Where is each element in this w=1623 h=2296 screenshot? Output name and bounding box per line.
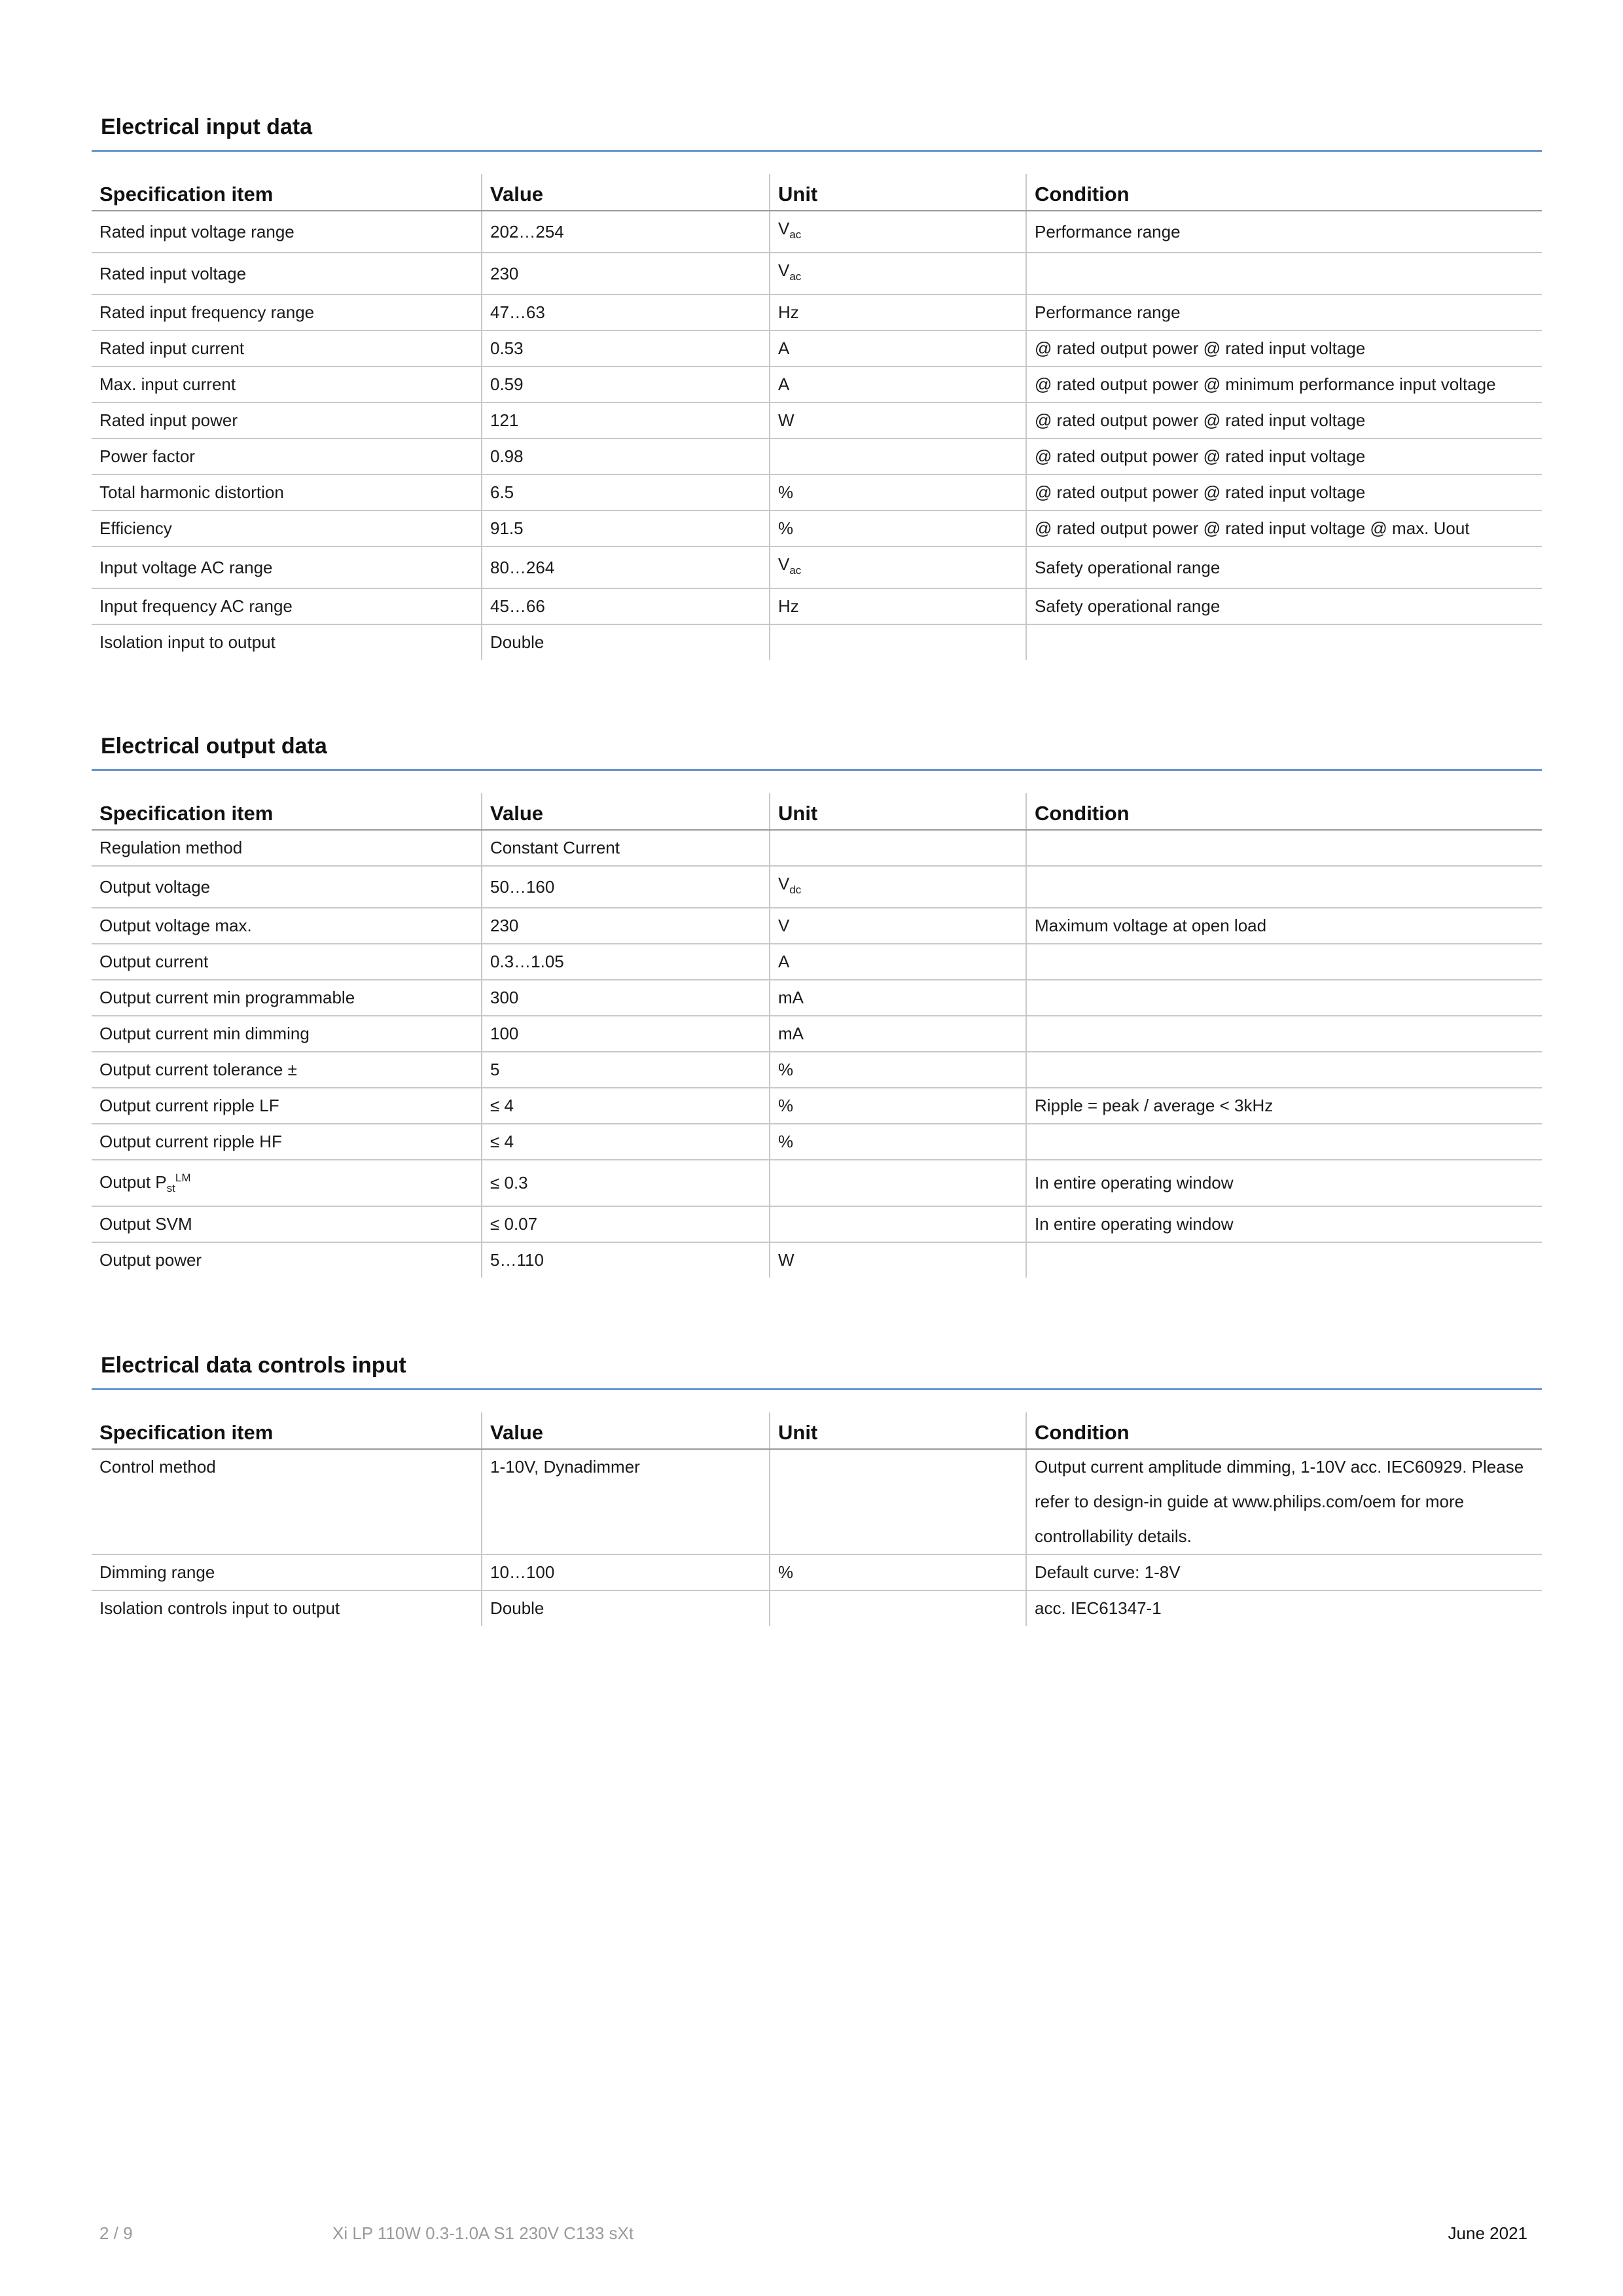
spec-condition: @ rated output power @ rated input voltage xyxy=(1026,331,1542,367)
spec-condition xyxy=(1026,1052,1542,1088)
spec-condition xyxy=(1026,1242,1542,1278)
spec-condition xyxy=(1026,944,1542,980)
spec-item-cell xyxy=(92,1206,482,1242)
column-header: Specification item xyxy=(92,174,482,211)
section-controls-input xyxy=(92,1344,1542,1626)
spec-value: Double xyxy=(482,624,770,660)
spec-item-cell xyxy=(92,1016,482,1052)
spec-unit: % xyxy=(778,1096,794,1115)
table-row xyxy=(92,211,1542,253)
table-row xyxy=(92,1206,1542,1242)
spec-unit: mA xyxy=(778,1024,804,1043)
spec-item: Output current ripple HF xyxy=(99,1132,282,1151)
column-header: Specification item xyxy=(92,1412,482,1449)
spec-item-cell xyxy=(92,1554,482,1590)
spec-condition: Performance range xyxy=(1026,295,1542,331)
table-row xyxy=(92,944,1542,980)
spec-value: Double xyxy=(482,1590,770,1626)
table-row xyxy=(92,547,1542,588)
spec-item: Output current xyxy=(99,952,209,971)
spec-condition xyxy=(1026,1016,1542,1052)
spec-condition: @ rated output power @ rated input voltage xyxy=(1026,439,1542,475)
spec-unit: Hz xyxy=(778,302,799,322)
spec-unit-cell xyxy=(770,403,1026,439)
spec-item: Output current min programmable xyxy=(99,988,355,1007)
spec-condition: Performance range xyxy=(1026,211,1542,253)
spec-value: 80…264 xyxy=(482,547,770,588)
spec-unit-subscript: ac xyxy=(789,270,802,283)
spec-item: Dimming range xyxy=(99,1562,215,1582)
spec-item: Rated input voltage xyxy=(99,263,247,283)
spec-condition xyxy=(1026,1124,1542,1160)
spec-value: 45…66 xyxy=(482,588,770,624)
spec-value: 5…110 xyxy=(482,1242,770,1278)
spec-unit-subscript: dc xyxy=(789,884,802,896)
spec-unit-cell xyxy=(770,1160,1026,1206)
spec-unit-cell xyxy=(770,1554,1026,1590)
spec-unit: A xyxy=(778,952,790,971)
spec-value: 300 xyxy=(482,980,770,1016)
table-row xyxy=(92,624,1542,660)
spec-condition xyxy=(1026,830,1542,866)
spec-item-subscript: st xyxy=(166,1182,175,1194)
table-row xyxy=(92,331,1542,367)
column-header: Condition xyxy=(1026,1412,1542,1449)
spec-item: Regulation method xyxy=(99,838,243,857)
spec-item-cell xyxy=(92,1124,482,1160)
table-row xyxy=(92,980,1542,1016)
table-row xyxy=(92,1088,1542,1124)
spec-unit: % xyxy=(778,518,794,538)
spec-unit-cell xyxy=(770,367,1026,403)
spec-value: 91.5 xyxy=(482,511,770,547)
spec-unit: % xyxy=(778,1562,794,1582)
column-header: Value xyxy=(482,174,770,211)
spec-value: 1-10V, Dynadimmer xyxy=(482,1449,770,1554)
spec-condition: In entire operating window xyxy=(1026,1160,1542,1206)
spec-condition: Output current amplitude dimming, 1-10V acc. IEC60929. Please refer to design-in guide at www.philips.com/oem for more controllability details. xyxy=(1026,1449,1542,1554)
spec-unit-cell xyxy=(770,511,1026,547)
product-name: Xi LP 110W 0.3-1.0A S1 230V C133 sXt xyxy=(332,2223,634,2243)
spec-item: Total harmonic distortion xyxy=(99,482,284,502)
spec-item: Isolation input to output xyxy=(99,632,276,652)
spec-unit: W xyxy=(778,410,794,430)
spec-item: Output current ripple LF xyxy=(99,1096,279,1115)
column-header: Unit xyxy=(770,793,1026,830)
spec-condition: Safety operational range xyxy=(1026,588,1542,624)
spec-condition xyxy=(1026,980,1542,1016)
spec-unit-cell xyxy=(770,211,1026,253)
spec-value: 100 xyxy=(482,1016,770,1052)
spec-unit-cell xyxy=(770,1449,1026,1554)
section-title: Electrical input data xyxy=(92,106,1542,152)
spec-value: 10…100 xyxy=(482,1554,770,1590)
spec-item-cell xyxy=(92,295,482,331)
table-row xyxy=(92,908,1542,944)
spec-value: ≤ 0.3 xyxy=(482,1160,770,1206)
spec-item: Output current tolerance ± xyxy=(99,1060,297,1079)
column-header: Specification item xyxy=(92,793,482,830)
spec-value: 0.98 xyxy=(482,439,770,475)
spec-item: Input frequency AC range xyxy=(99,596,293,616)
spec-value: ≤ 4 xyxy=(482,1088,770,1124)
spec-condition: In entire operating window xyxy=(1026,1206,1542,1242)
section-electrical-output xyxy=(92,725,1542,1278)
spec-unit-cell xyxy=(770,253,1026,295)
section-title: Electrical data controls input xyxy=(92,1344,1542,1390)
spec-value: 0.3…1.05 xyxy=(482,944,770,980)
table-row xyxy=(92,866,1542,908)
spec-item-cell xyxy=(92,1449,482,1554)
spec-value: 6.5 xyxy=(482,475,770,511)
table-row xyxy=(92,1052,1542,1088)
spec-condition: Maximum voltage at open load xyxy=(1026,908,1542,944)
table-row xyxy=(92,1160,1542,1206)
spec-condition: @ rated output power @ rated input voltage xyxy=(1026,403,1542,439)
table-row xyxy=(92,1554,1542,1590)
spec-unit-cell xyxy=(770,1052,1026,1088)
spec-item: Output P xyxy=(99,1172,167,1192)
spec-item-cell xyxy=(92,253,482,295)
table-row xyxy=(92,1124,1542,1160)
table-row xyxy=(92,1242,1542,1278)
column-header: Value xyxy=(482,1412,770,1449)
spec-item-cell xyxy=(92,980,482,1016)
spec-condition xyxy=(1026,866,1542,908)
spec-item-cell xyxy=(92,866,482,908)
spec-item-cell xyxy=(92,367,482,403)
spec-unit-cell xyxy=(770,980,1026,1016)
spec-value: 230 xyxy=(482,253,770,295)
spec-item-cell xyxy=(92,588,482,624)
spec-item: Output power xyxy=(99,1250,202,1270)
spec-unit-cell xyxy=(770,1088,1026,1124)
spec-item-cell xyxy=(92,944,482,980)
spec-item-cell xyxy=(92,331,482,367)
spec-item: Output SVM xyxy=(99,1214,192,1234)
spec-unit-cell xyxy=(770,588,1026,624)
spec-value: ≤ 4 xyxy=(482,1124,770,1160)
spec-table xyxy=(92,793,1542,1278)
spec-unit: % xyxy=(778,1132,794,1151)
spec-value: 47…63 xyxy=(482,295,770,331)
spec-item-cell xyxy=(92,403,482,439)
spec-item-cell xyxy=(92,211,482,253)
spec-item-cell xyxy=(92,511,482,547)
column-header: Value xyxy=(482,793,770,830)
spec-table xyxy=(92,1412,1542,1626)
spec-item-cell xyxy=(92,475,482,511)
spec-condition xyxy=(1026,253,1542,295)
section-electrical-input xyxy=(92,106,1542,660)
spec-condition: @ rated output power @ minimum performance input voltage xyxy=(1026,367,1542,403)
spec-unit-cell xyxy=(770,475,1026,511)
spec-unit: V xyxy=(778,874,790,893)
spec-item-cell xyxy=(92,547,482,588)
spec-unit-cell xyxy=(770,624,1026,660)
spec-value: 0.59 xyxy=(482,367,770,403)
table-header-row xyxy=(92,793,1542,830)
column-header: Unit xyxy=(770,174,1026,211)
table-row xyxy=(92,588,1542,624)
spec-unit-cell xyxy=(770,1124,1026,1160)
spec-item-cell xyxy=(92,908,482,944)
spec-item-cell xyxy=(92,1160,482,1206)
table-row xyxy=(92,295,1542,331)
spec-unit-cell xyxy=(770,944,1026,980)
spec-unit-cell xyxy=(770,1242,1026,1278)
spec-item: Output voltage max. xyxy=(99,916,252,935)
spec-item-cell xyxy=(92,624,482,660)
spec-unit-cell xyxy=(770,547,1026,588)
spec-value: 5 xyxy=(482,1052,770,1088)
table-row xyxy=(92,1449,1542,1554)
spec-unit-cell xyxy=(770,439,1026,475)
spec-item: Isolation controls input to output xyxy=(99,1598,340,1618)
spec-unit-cell xyxy=(770,908,1026,944)
spec-unit-cell xyxy=(770,1016,1026,1052)
spec-item: Rated input current xyxy=(99,338,245,358)
spec-unit-cell xyxy=(770,866,1026,908)
table-row xyxy=(92,439,1542,475)
spec-item: Rated input power xyxy=(99,410,238,430)
spec-condition: Safety operational range xyxy=(1026,547,1542,588)
spec-condition: @ rated output power @ rated input voltage @ max. Uout xyxy=(1026,511,1542,547)
table-row xyxy=(92,830,1542,866)
column-header: Condition xyxy=(1026,174,1542,211)
spec-unit: A xyxy=(778,374,790,394)
spec-condition: @ rated output power @ rated input voltage xyxy=(1026,475,1542,511)
spec-item-cell xyxy=(92,1088,482,1124)
table-header-row xyxy=(92,1412,1542,1449)
table-row xyxy=(92,403,1542,439)
spec-unit-cell xyxy=(770,331,1026,367)
spec-unit: V xyxy=(778,554,790,574)
spec-unit-subscript: ac xyxy=(789,228,802,241)
document-date: June 2021 xyxy=(1448,2223,1527,2243)
spec-item-cell xyxy=(92,830,482,866)
table-row xyxy=(92,367,1542,403)
spec-value: ≤ 0.07 xyxy=(482,1206,770,1242)
page-number: 2 / 9 xyxy=(99,2223,133,2243)
spec-unit: mA xyxy=(778,988,804,1007)
spec-unit: A xyxy=(778,338,790,358)
column-header: Condition xyxy=(1026,793,1542,830)
section-title: Electrical output data xyxy=(92,725,1542,771)
spec-unit: V xyxy=(778,219,790,238)
spec-item-cell xyxy=(92,1590,482,1626)
spec-condition xyxy=(1026,624,1542,660)
spec-item-cell xyxy=(92,1242,482,1278)
spec-item-superscript: LM xyxy=(175,1172,191,1184)
table-row xyxy=(92,1590,1542,1626)
column-header: Unit xyxy=(770,1412,1026,1449)
spec-item: Efficiency xyxy=(99,518,172,538)
spec-item: Input voltage AC range xyxy=(99,557,273,577)
spec-item: Output current min dimming xyxy=(99,1024,310,1043)
spec-item: Rated input voltage range xyxy=(99,221,294,242)
spec-unit-cell xyxy=(770,295,1026,331)
spec-value: 50…160 xyxy=(482,866,770,908)
spec-item: Rated input frequency range xyxy=(99,302,315,322)
spec-unit: Hz xyxy=(778,596,799,616)
spec-value: 0.53 xyxy=(482,331,770,367)
spec-item: Control method xyxy=(99,1457,216,1477)
spec-item-cell xyxy=(92,1052,482,1088)
spec-unit-subscript: ac xyxy=(789,564,802,577)
spec-unit-cell xyxy=(770,1590,1026,1626)
spec-value: 121 xyxy=(482,403,770,439)
spec-unit-cell xyxy=(770,830,1026,866)
spec-item: Power factor xyxy=(99,446,195,466)
table-row xyxy=(92,253,1542,295)
spec-unit: V xyxy=(778,916,790,935)
spec-unit-cell xyxy=(770,1206,1026,1242)
spec-table xyxy=(92,174,1542,660)
table-row xyxy=(92,511,1542,547)
spec-item-cell xyxy=(92,439,482,475)
spec-unit: W xyxy=(778,1250,794,1270)
spec-item: Max. input current xyxy=(99,374,236,394)
spec-value: Constant Current xyxy=(482,830,770,866)
spec-item: Output voltage xyxy=(99,876,211,897)
spec-condition: Default curve: 1-8V xyxy=(1026,1554,1542,1590)
table-header-row xyxy=(92,174,1542,211)
spec-condition: acc. IEC61347-1 xyxy=(1026,1590,1542,1626)
spec-unit: V xyxy=(778,260,790,280)
spec-unit: % xyxy=(778,1060,794,1079)
spec-unit: % xyxy=(778,482,794,502)
spec-condition: Ripple = peak / average < 3kHz xyxy=(1026,1088,1542,1124)
spec-value: 202…254 xyxy=(482,211,770,253)
table-row xyxy=(92,1016,1542,1052)
spec-value: 230 xyxy=(482,908,770,944)
table-row xyxy=(92,475,1542,511)
